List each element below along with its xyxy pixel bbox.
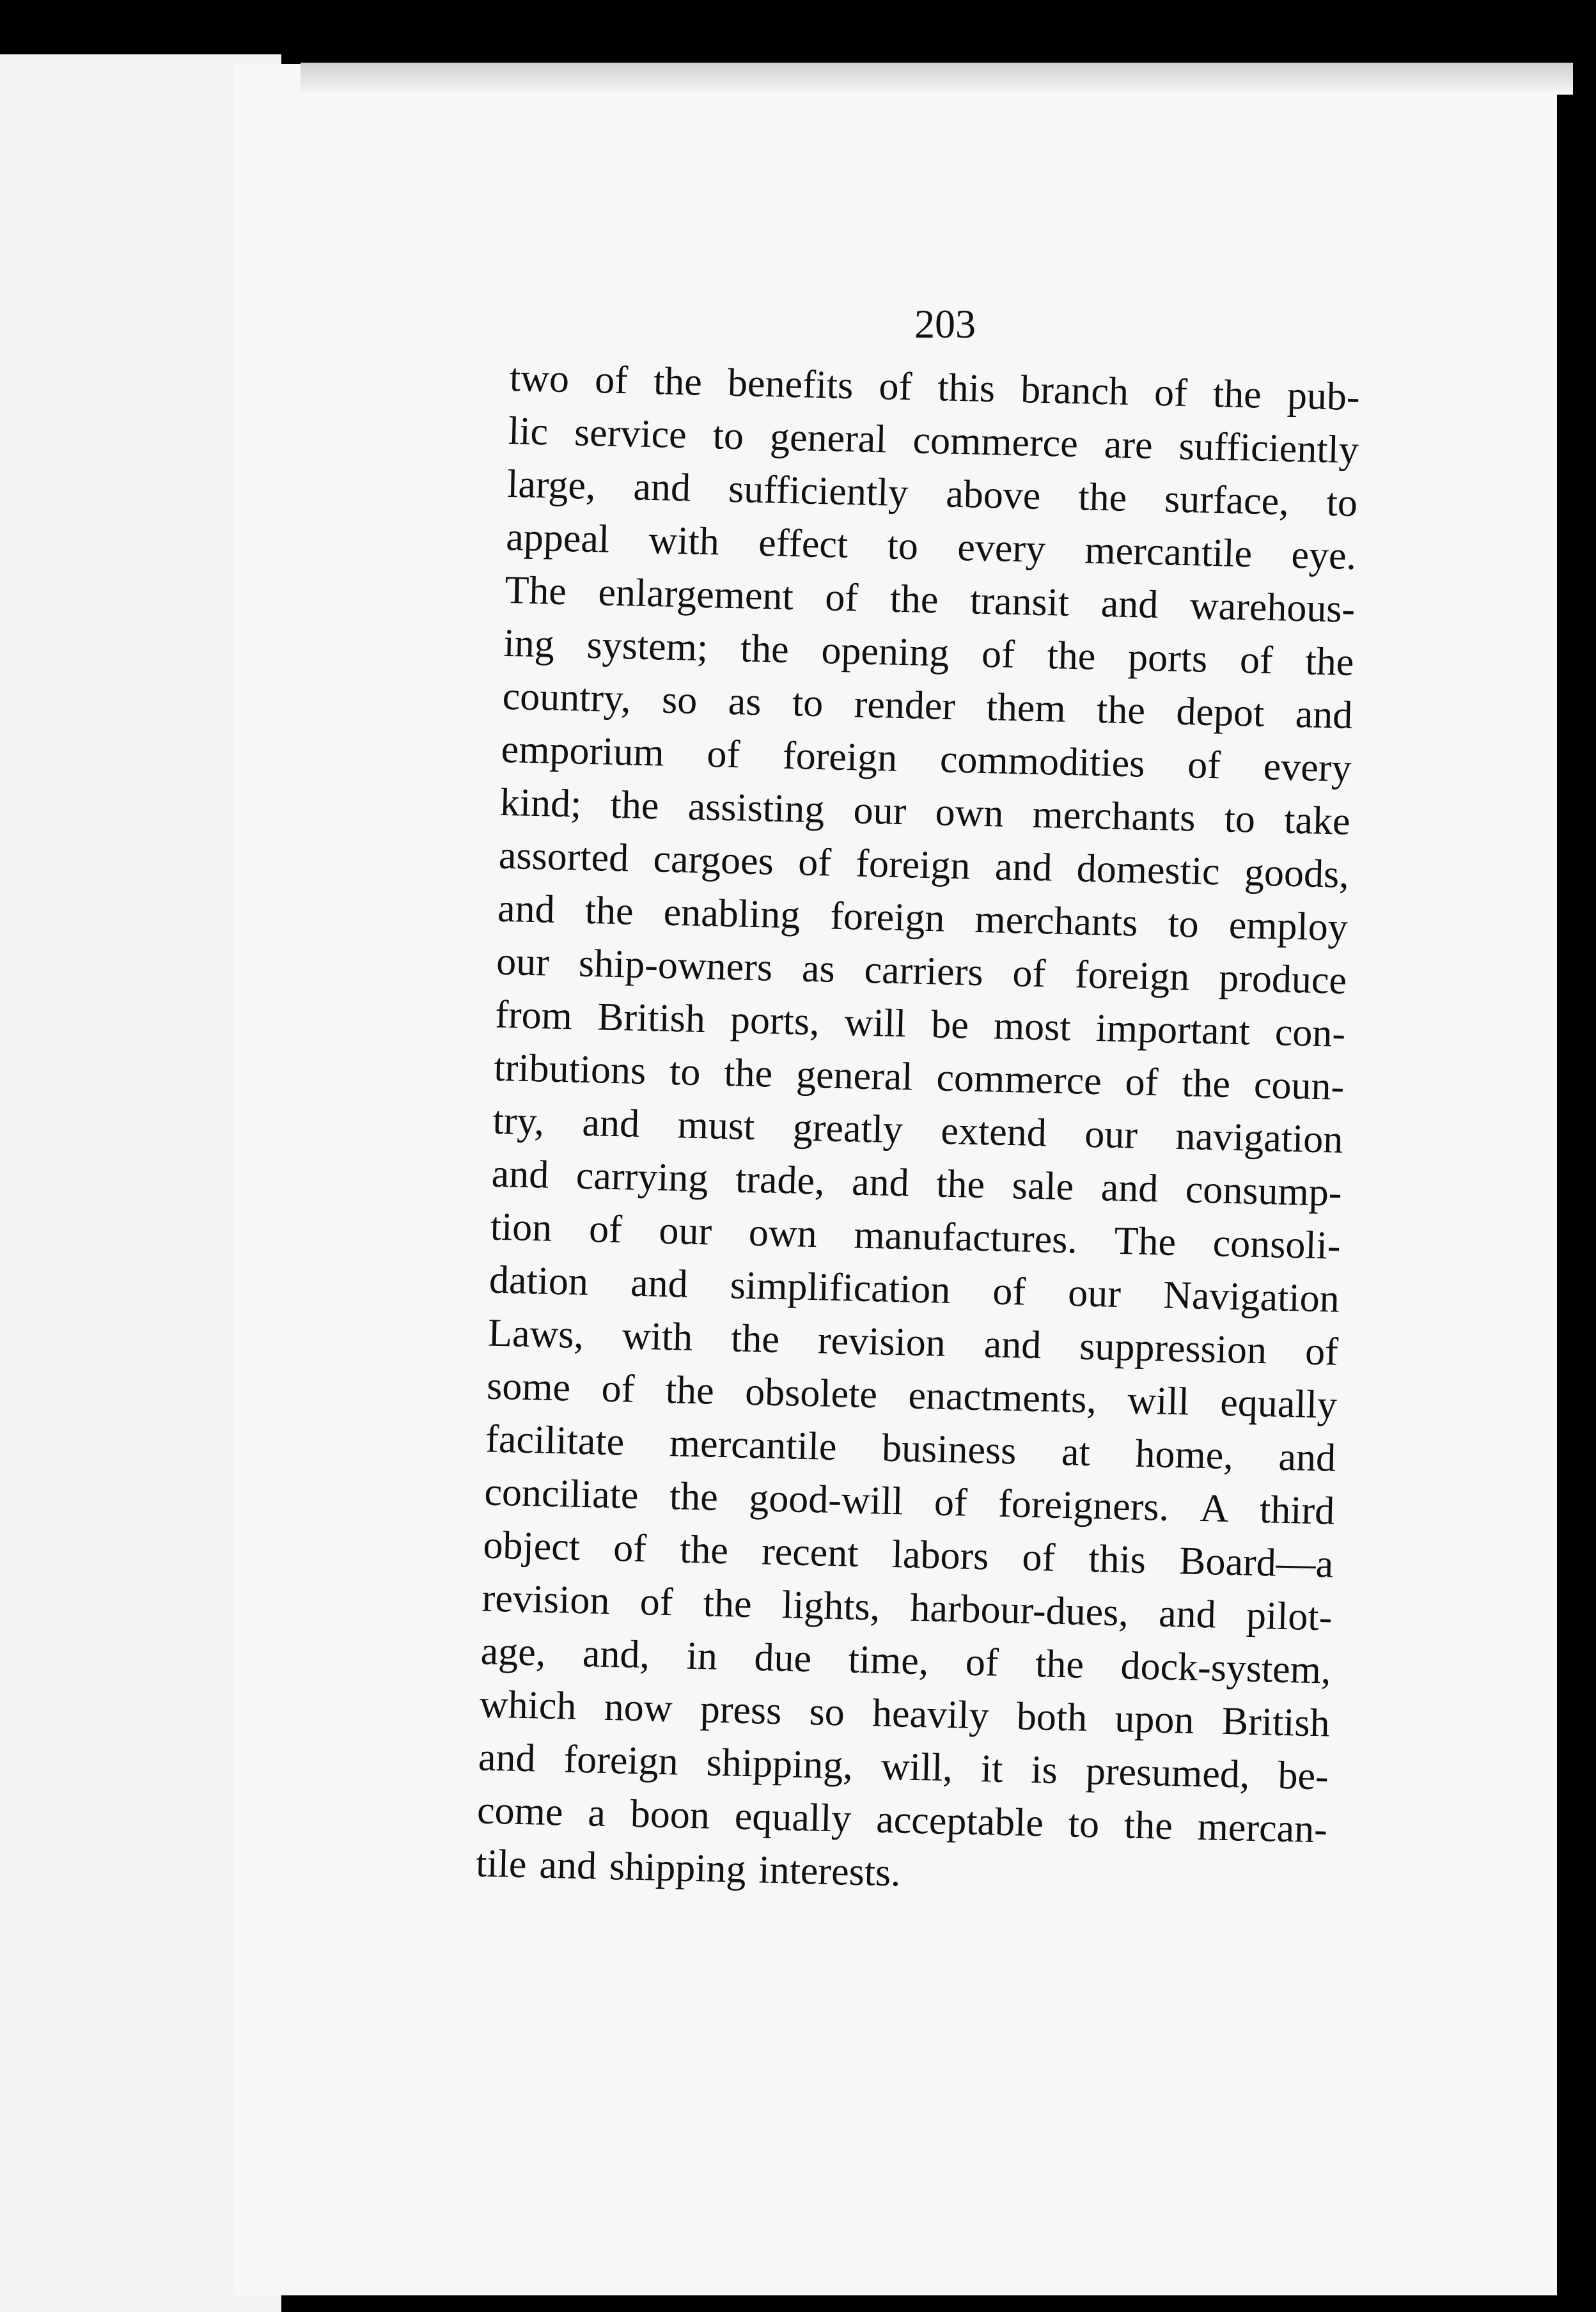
word: kind; [499,780,583,826]
word: try, [492,1098,545,1144]
word: the [889,577,939,622]
word: and [632,465,691,510]
word: and [491,1152,550,1197]
word: general [769,415,888,462]
word: shipping, [706,1740,854,1788]
word: be- [1277,1753,1329,1799]
word: own [934,790,1005,836]
word: of [1154,370,1188,416]
page-top-shadow [301,63,1573,95]
word: British [1221,1699,1331,1746]
word: tion [490,1205,553,1250]
word: of [613,1526,647,1571]
word: our [852,788,907,834]
word: opening [820,629,950,675]
word: the [1035,1642,1084,1687]
word: pilot- [1246,1593,1333,1639]
word: both [1016,1694,1088,1740]
word: sufficiently [1178,424,1359,473]
word: extend [940,1109,1047,1155]
word: object [482,1523,581,1569]
word: of [824,575,859,620]
word: good-will [748,1476,904,1524]
word: the [1077,475,1127,520]
word: the [669,1474,719,1519]
word: merchants [1031,792,1196,840]
word: benefits [727,361,854,408]
word: appeal [505,515,610,561]
word: produce [1218,956,1347,1003]
word: third [1259,1488,1335,1533]
word: shipping [609,1845,747,1891]
word: ship-owners [578,941,773,990]
word: dation [489,1258,589,1304]
word: due [753,1636,812,1681]
word: to [669,1049,701,1095]
word: as [801,946,836,991]
word: of [639,1580,674,1625]
word: harbour-dues, [909,1586,1129,1635]
word: employ [1228,903,1349,949]
word: to [886,524,919,568]
word: consoli- [1212,1221,1342,1268]
word: to [792,681,824,726]
word: with [648,518,720,564]
word: acceptable [875,1797,1044,1845]
word: business [881,1426,1017,1473]
word: two [509,355,570,402]
word: merchants [974,897,1139,945]
word: heavily [872,1691,990,1738]
word: of [1124,1060,1159,1105]
word: time, [847,1637,930,1683]
word: equally [734,1794,852,1841]
word: navigation [1175,1114,1344,1162]
word: service [574,410,687,457]
word: and [478,1735,536,1781]
word: recent [761,1529,859,1575]
word: and [538,1843,597,1888]
word: eye. [1290,533,1357,579]
word: of [965,1640,999,1685]
word: the [679,1527,729,1573]
word: will [843,1001,907,1046]
word: every [1263,744,1352,791]
word: consump- [1185,1168,1343,1215]
word: of [797,840,832,885]
word: so [808,1690,845,1735]
word: equally [1219,1380,1338,1427]
word: and [851,1160,910,1205]
word: carriers [863,948,984,995]
word: presumed, [1085,1749,1251,1797]
word: our [1084,1112,1138,1157]
word: lights, [781,1583,880,1629]
word: the [703,1581,753,1627]
word: surface, [1164,477,1290,524]
word: emporium [501,727,665,775]
word: will, [880,1744,953,1790]
word: of [1021,1535,1056,1580]
word: conciliate [483,1470,639,1517]
word: lic [508,409,549,454]
word: country, [502,674,632,721]
word: obsolete [744,1370,878,1417]
word: our [496,939,550,985]
word: from [494,992,573,1038]
word: own [748,1210,818,1256]
word: with [622,1314,693,1359]
word: and, [582,1632,650,1677]
word: foreigners. [997,1481,1170,1529]
word: the [1123,1803,1173,1848]
word: the [935,1162,985,1207]
word: warehous- [1189,584,1356,632]
page-number: 203 [914,301,976,347]
word: of [588,1207,623,1252]
word: enlargement [597,570,794,619]
word: enactments, [907,1373,1097,1422]
word: commerce [935,1056,1102,1104]
word: ing [503,621,555,666]
word: labors [891,1533,990,1579]
word: and [1278,1435,1336,1480]
word: our [1067,1271,1122,1316]
word: come [476,1788,564,1834]
word: this [937,366,996,411]
word: commodities [939,737,1146,786]
word: as [728,679,762,724]
word: domestic [1076,847,1221,894]
word: of [1012,951,1047,996]
word: of [981,632,1015,677]
word: the [1046,634,1097,678]
word: and [497,886,556,932]
word: the [723,1051,773,1096]
word: and [630,1261,689,1306]
word: simplification [730,1263,951,1312]
word: the [653,359,703,404]
word: of [934,1480,968,1525]
word: general [795,1052,914,1099]
word: mercantile [669,1421,838,1469]
word: con- [1274,1010,1346,1056]
word: transit [969,579,1070,625]
word: Board—a [1178,1539,1334,1586]
word: some [486,1364,571,1410]
word: in [685,1634,718,1678]
word: above [945,472,1042,518]
word: ports, [730,998,820,1044]
word: every [957,525,1046,572]
word: pub- [1287,373,1361,419]
word: foreign [782,733,898,780]
word: now [604,1685,673,1731]
word: which [479,1682,577,1728]
word: cargoes [652,837,774,884]
word: Laws, [487,1311,584,1357]
word: sale [1011,1164,1074,1209]
word: and [1100,582,1159,627]
word: revision [481,1576,611,1623]
word: to [712,414,744,458]
word: manufactures. [853,1213,1078,1262]
word: the [1096,687,1146,733]
word: to [1224,797,1256,841]
word: The [1113,1219,1177,1264]
word: of [594,358,629,403]
word: large, [506,462,597,508]
word: to [1326,481,1358,526]
word: is [1030,1748,1058,1792]
word: assorted [498,833,630,880]
word: tributions [493,1045,646,1093]
word: dock-system, [1120,1644,1332,1692]
word: of [1304,1329,1339,1374]
word: system; [586,623,708,670]
word: be [930,1003,969,1047]
word: to [1167,902,1200,946]
word: of [878,364,913,409]
word: boon [630,1792,710,1838]
word: and [581,1100,640,1146]
word: and [983,1322,1042,1368]
word: important [1095,1006,1251,1054]
word: will [1127,1379,1190,1424]
word: and [1295,692,1354,738]
word: mercan- [1197,1804,1328,1852]
word: sufficiently [728,467,909,515]
word: commerce [912,418,1079,466]
word: and [994,845,1053,890]
word: and [1100,1166,1159,1211]
word: the [740,627,790,671]
word: branch [1020,368,1129,414]
word: foreign [829,894,946,941]
word: facilitate [485,1417,625,1464]
word: of [706,732,741,777]
word: of [1239,638,1274,683]
word: the [584,888,634,933]
body-text [475,352,1360,1910]
word: must [677,1103,756,1148]
word: are [1104,423,1154,467]
word: carrying [575,1153,709,1201]
word: upon [1114,1697,1195,1742]
word: age, [480,1629,547,1675]
word: this [1088,1537,1146,1582]
word: A [1199,1486,1230,1531]
word: foreign [1074,953,1191,999]
word: at [1061,1430,1091,1475]
word: the [730,1316,780,1361]
word: most [993,1004,1072,1050]
word: the [609,783,660,828]
word: to [1068,1802,1100,1847]
word: of [1187,743,1221,788]
word: enabling [663,890,801,937]
word: greatly [792,1105,904,1152]
word: coun- [1253,1063,1345,1109]
word: interests. [758,1848,902,1895]
word: tile [475,1841,528,1887]
word: the [665,1368,715,1413]
word: ports [1127,636,1208,681]
word: revision [817,1318,946,1365]
word: render [854,682,956,728]
word: home, [1134,1432,1234,1478]
word: our [658,1208,712,1254]
word: the [1304,639,1355,685]
word: goods, [1244,850,1350,896]
word: foreign [855,841,971,888]
word: take [1283,798,1351,843]
word: press [700,1687,783,1733]
word: and [1158,1591,1217,1637]
word: them [985,685,1067,731]
word: the [1181,1061,1231,1106]
word: suppression [1079,1324,1267,1373]
word: the [1212,371,1262,417]
word: of [600,1366,636,1411]
word: trade, [735,1157,825,1203]
word: of [992,1269,1026,1314]
word: British [597,995,706,1042]
word: it [980,1747,1004,1792]
word: a [587,1791,606,1835]
word: depot [1175,689,1265,735]
word: assisting [687,785,825,832]
word: mercantile [1084,528,1253,576]
word: The [504,568,567,614]
word: effect [758,520,849,567]
word: foreign [563,1737,679,1784]
word: Navigation [1162,1273,1340,1321]
word: so [661,678,698,722]
